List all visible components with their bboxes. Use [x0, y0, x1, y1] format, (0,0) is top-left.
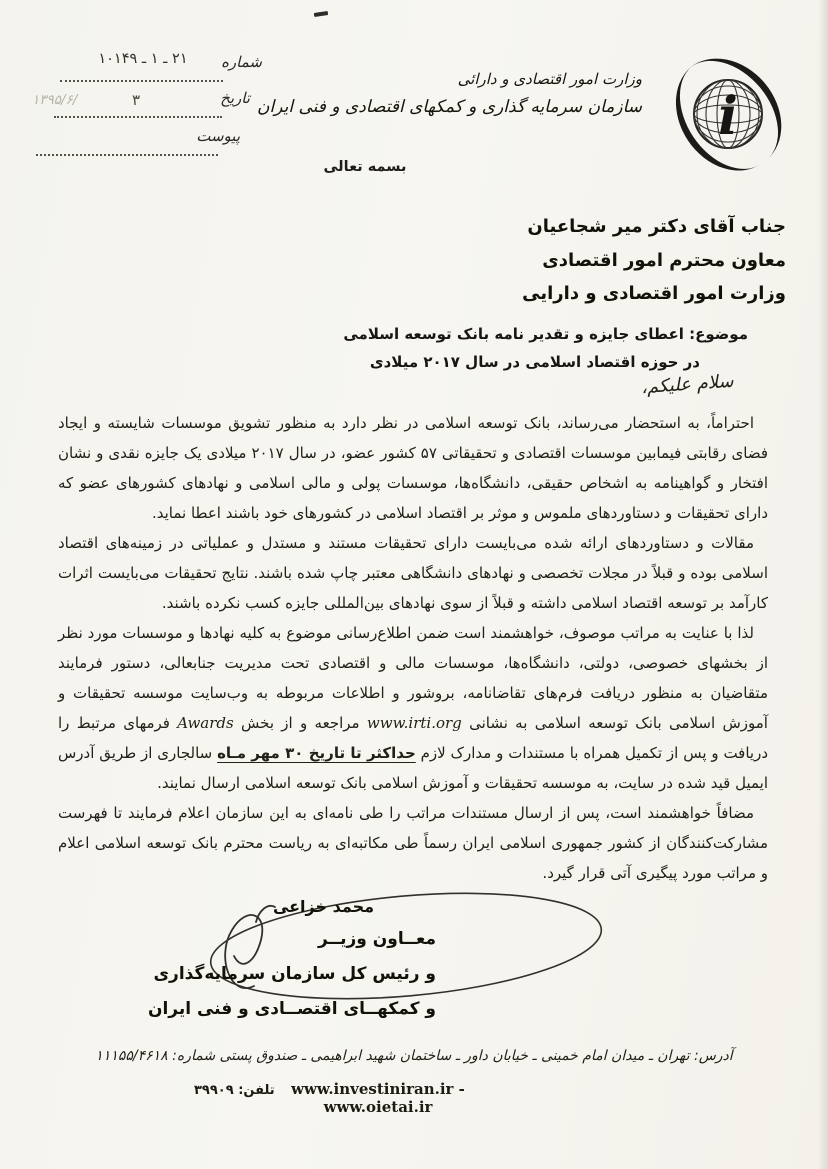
body-paragraph-4: مضافاً خواهشمند است، پس از ارسال مستندات مراتب را طی نامه‌ای به این سازمان اعلام فرمایند تا فهرست مشارکت‌کنندگان از کشور جمهوری اسلامی ایران رسماً طی مکاتبه‌ای به ریاست محترم بانک توسعه اسلامی اعلام و مراتب مورد پیگیری آتی قرار گیرد.	[58, 804, 768, 882]
body-paragraph-2: مقالات و دستاوردهای ارائه شده می‌بایست دارای تحقیقات مستند و مستدل و عملیاتی در زمینه‌های اقتصاد اسلامی بوده و قبلاً در مجلات تخصصی و نهادهای دانشگاهی معتبر چاپ شده باشند. نتایج تحقیقات می‌بایست اثرات کارآمد بر توسعه اقتصاد اسلامی داشته و قبلاً از سوی نهادهای بین‌المللی جایزه کسب نکرده باشند.	[58, 534, 768, 612]
reference-fields	[28, 45, 270, 160]
body-paragraph-3	[58, 618, 768, 798]
signer-title-deputy-minister: معــاون وزیــر	[317, 929, 436, 949]
date-dotted-line	[54, 115, 222, 118]
footer-address: آدرس: تهران ـ میدان امام خمینی ـ خیابان داور ـ ساختمان شهید ابراهیمی ـ صندوق پستی شماره: ۱۱۱۵۵/۴۶۱۸	[95, 1048, 733, 1064]
attachment-dotted-line	[36, 153, 218, 156]
signer-name: محمد خزاعی	[272, 897, 374, 916]
date-stamp: ۱۳۹۵/۶/	[32, 92, 78, 108]
subject-line-2: در حوزه اقتصاد اسلامی در سال ۲۰۱۷ میلادی	[369, 353, 700, 371]
number-label: شماره	[221, 53, 262, 71]
body-p3-text-c: فرمهای مرتبط را دریافت و پس از تکمیل همراه با مستندات و مدارک لازم	[58, 714, 769, 762]
attachment-label: پیوست	[196, 127, 240, 145]
footer-websites: www.investiniran.ir - www.oietai.ir	[291, 1080, 465, 1116]
irti-website-text: www.irti.org	[366, 714, 462, 732]
letter-body	[58, 408, 768, 888]
addressee-block	[522, 210, 786, 311]
globe-i-logo-icon	[644, 46, 812, 184]
signer-title-president-line-2: و کمکهــای اقتصــادی و فنی ایران	[147, 999, 436, 1019]
addressee-name: جناب آقای دکتر میر شجاعیان	[527, 216, 786, 237]
deadline-highlight: حداکثر تا تاریخ ۳۰ مهر مـاه	[217, 744, 416, 762]
date-day-value: ۳	[132, 91, 141, 109]
signer-title-president-line-1: و رئیس کل سازمان سرمایه‌گذاری	[153, 964, 436, 984]
bismillah-text: بسمه تعالی	[323, 159, 407, 175]
awards-section-text: Awards	[177, 714, 234, 732]
number-dotted-line	[60, 79, 223, 82]
letterhead	[257, 66, 642, 122]
body-p3-text-a: لذا با عنایت به مراتب موصوف، خواهشمند است ضمن اطلاع‌رسانی موضوع به کلیه نهادها و موسسات مورد نظر از بخشهای خصوصی، دولتی، دانشگاه‌ها، موسسات مالی و اقتصادی تحت مدیریت جنابعالی، دستور فرمایند متقاضیان به منظور دریافت فرم‌های تقاضانامه، بروشور و اطلاعات مربوطه به وب‌سایت موسسه تحقیقات و آموزش اسلامی بانک توسعه اسلامی به نشانی	[58, 624, 768, 732]
body-p3-text-d: سالجاری از طریق آدرس ایمیل قید شده در سایت، به موسسه تحقیقات و آموزش اسلامی بانک توسعه اسلامی ارسال نمایند.	[58, 744, 768, 792]
signature-block	[76, 892, 436, 1027]
subject-block	[343, 320, 748, 376]
scan-artifact-mark	[314, 11, 328, 17]
organization-title: سازمان سرمایه گذاری و کمکهای اقتصادی و فنی ایران	[257, 97, 642, 117]
addressee-ministry: وزارت امور اقتصادی و دارایی	[522, 283, 786, 304]
number-value: ۲۱ ـ ۱ ـ ۱۰۱۴۹	[98, 51, 188, 67]
ministry-title: وزارت امور اقتصادی و دارائی	[457, 70, 642, 88]
body-paragraph-1: احتراماً، به استحضار می‌رساند، بانک توسعه اسلامی در نظر دارد به منظور تشویق موسسات شایسته و ایجاد فضای رقابتی فیمابین موسسات اقتصادی و تحقیقاتی ۵۷ کشور عضو، در سال ۲۰۱۷ میلادی یک جایزه نقدی و نشان افتخار و گواهینامه به اشخاص حقیقی، دانشگاه‌ها، موسسات پولی و مالی اسلامی و نهادهای کشورهای عضو که دارای تحقیقات و دستاوردهای ملموس و موثر بر اقتصاد اسلامی در کشورهای خود باشند اعطا نماید.	[58, 414, 768, 522]
addressee-title: معاون محترم امور اقتصادی	[542, 249, 786, 271]
salutation-text: سلام علیکم،	[640, 370, 735, 399]
svg-text:i: i	[718, 86, 738, 147]
subject-line-1: موضوع: اعطای جایزه و تقدیر نامه بانک توسعه اسلامی	[343, 325, 748, 343]
footer-phone: تلفن: ۳۹۹۰۹	[194, 1083, 275, 1098]
date-label: تاریخ	[220, 89, 250, 107]
body-p3-text-b: مراجعه و از بخش	[233, 714, 367, 732]
